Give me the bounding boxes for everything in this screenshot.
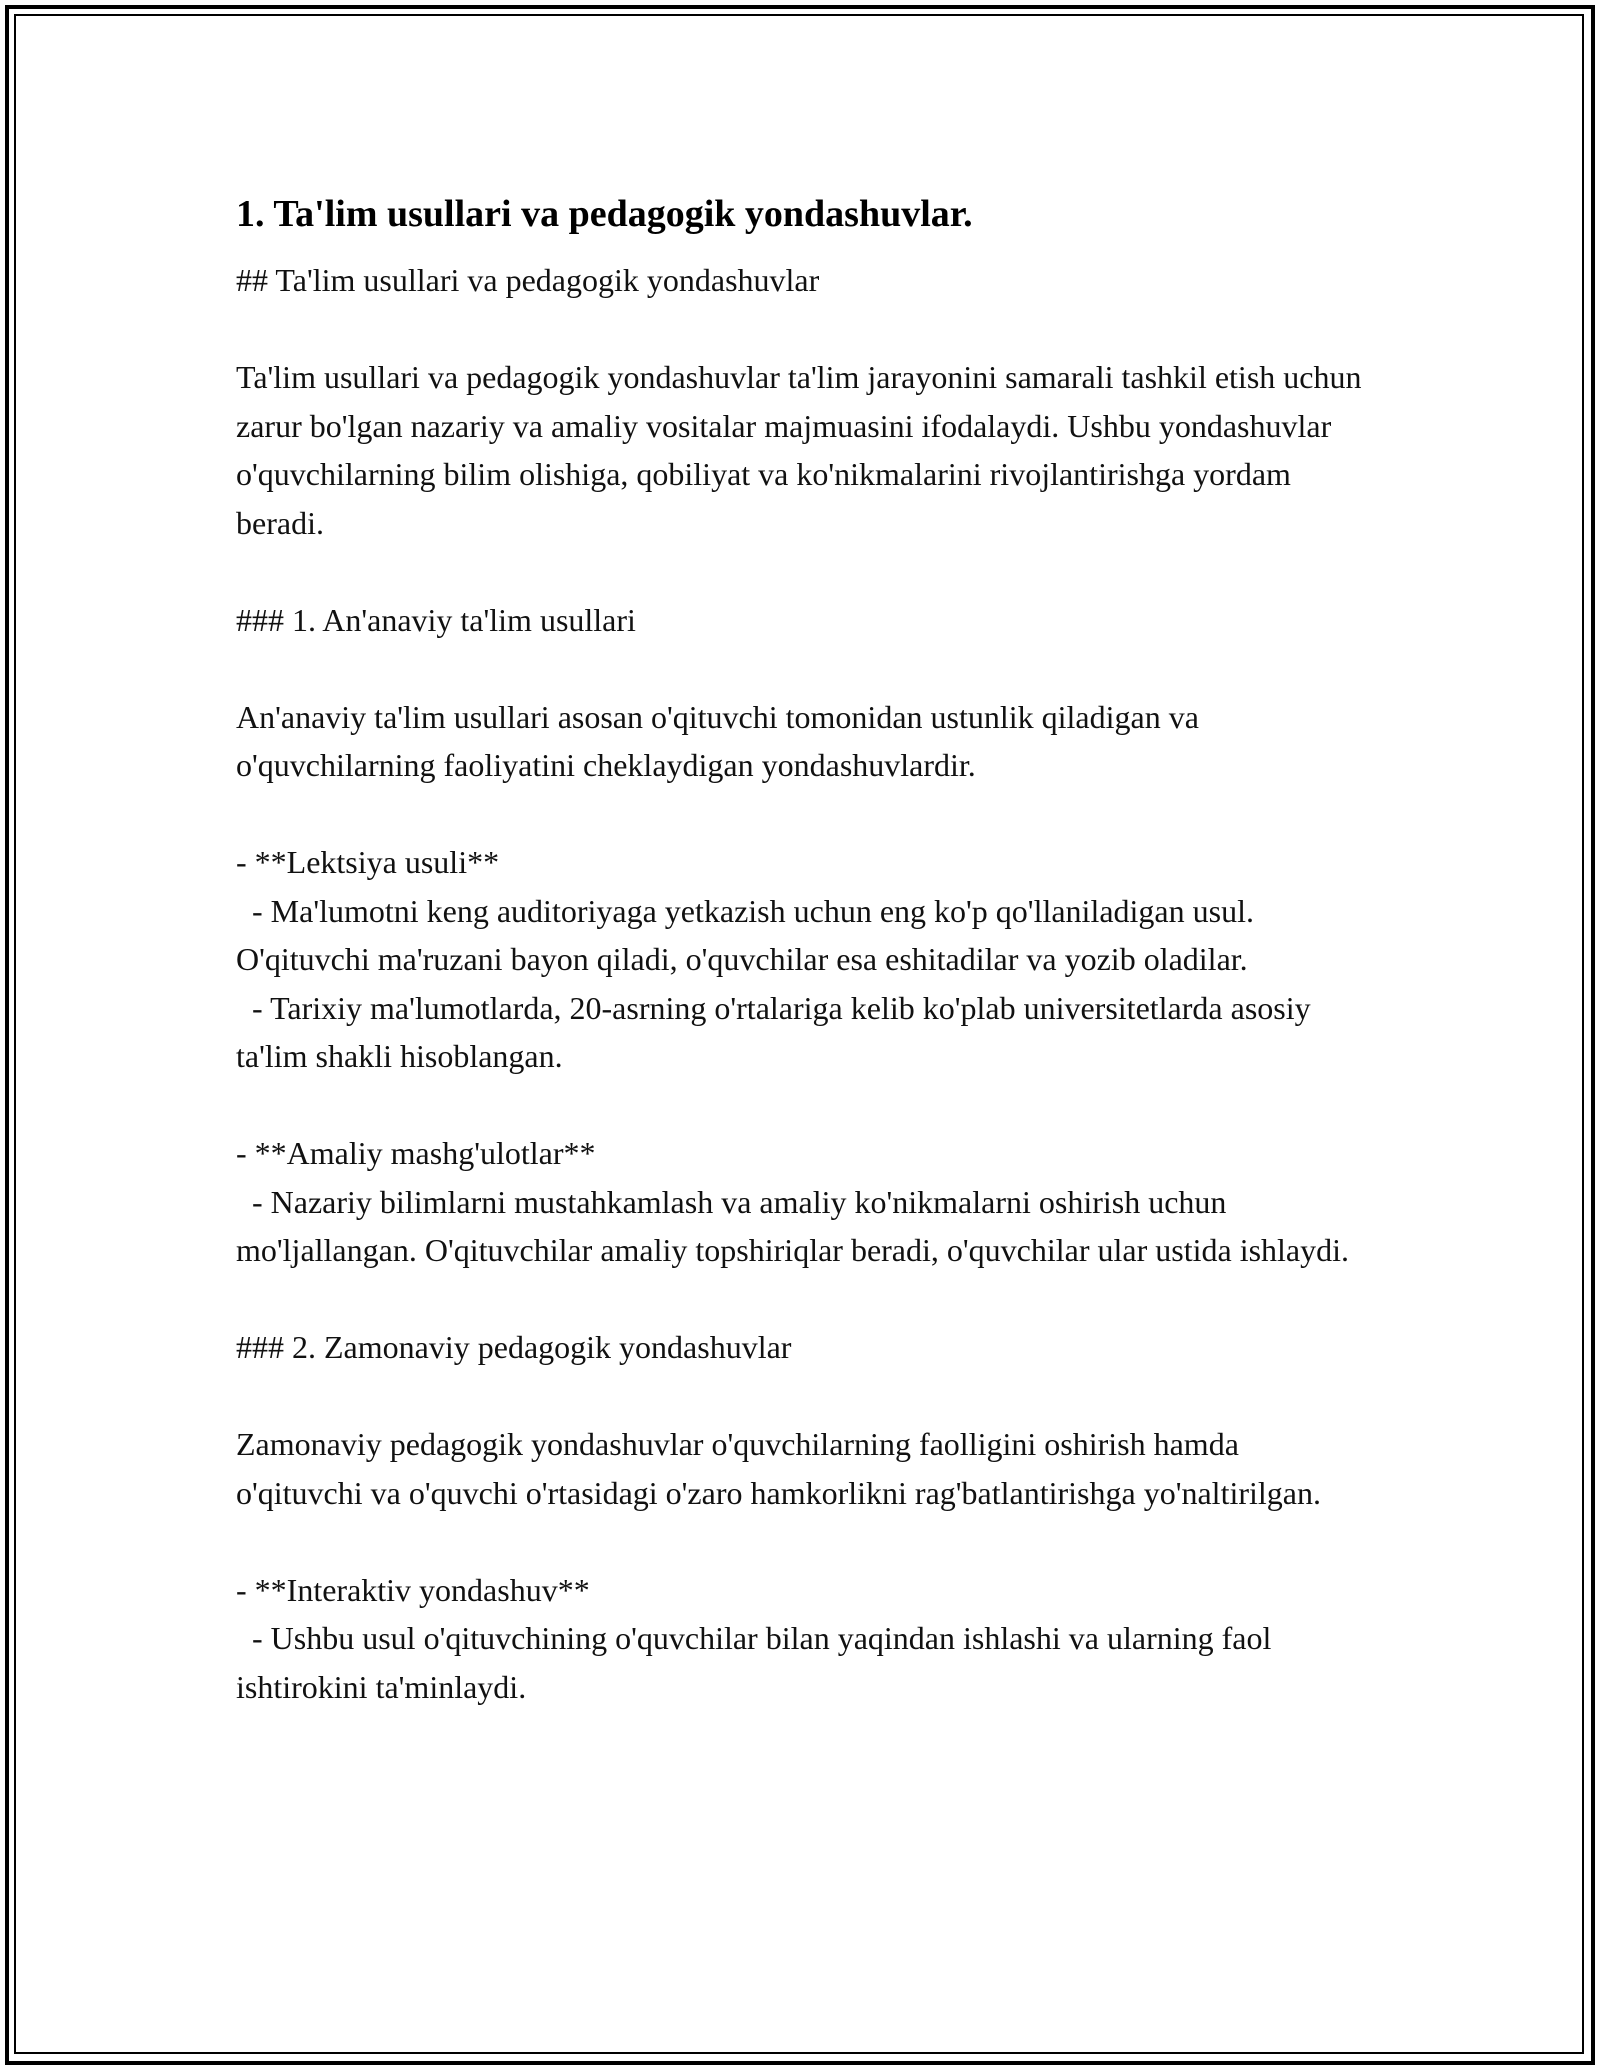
section1-paragraph: An'anaviy ta'lim usullari asosan o'qituvchi tomonidan ustunlik qiladigan va o'quvchilarning faoliyatini cheklaydigan yondashuvlardir. xyxy=(236,698,1207,783)
blank-line xyxy=(236,790,1372,839)
section2-heading: ### 2. Zamonaviy pedagogik yondashuvlar xyxy=(236,1329,792,1365)
section2-paragraph: Zamonaviy pedagogik yondashuvlar o'quvchilarning faolligini oshirish hamda o'qituvchi va o'quvchi o'rtasidagi o'zaro hamkorlikni rag'batlantirishga yo'naltirilgan. xyxy=(236,1426,1321,1511)
section1-item1-sub2: - Tarixiy ma'lumotlarda, 20-asrning o'rtalariga kelib ko'plab universitetlarda asosiy ta'lim shakli hisoblangan. xyxy=(236,989,1319,1074)
section1-item2-title: - **Amaliy mashg'ulotlar** xyxy=(236,1135,596,1171)
blank-line xyxy=(236,644,1372,693)
blank-line xyxy=(236,1275,1372,1324)
section2-item1-sub1: - Ushbu usul o'qituvchining o'quvchilar bilan yaqindan ishlashi va ularning faol ishtirokini ta'minlaydi. xyxy=(236,1620,1280,1705)
blank-line xyxy=(236,305,1372,354)
markdown-heading: ## Ta'lim usullari va pedagogik yondashuvlar xyxy=(236,262,820,298)
document-title: 1. Ta'lim usullari va pedagogik yondashuvlar. xyxy=(236,193,973,235)
section1-item1-title: - **Lektsiya usuli** xyxy=(236,844,500,880)
blank-line xyxy=(236,1372,1372,1421)
blank-line xyxy=(236,1081,1372,1130)
section2-item1-title: - **Interaktiv yondashuv** xyxy=(236,1571,590,1608)
section1-heading: ### 1. An'anaviy ta'lim usullari xyxy=(236,601,636,638)
section1-item2-sub1: - Nazariy bilimlarni mustahkamlash va amaliy ko'nikmalarni oshirish uchun mo'ljallangan. O'qituvchilar amaliy topshiriqlar beradi, o'quvchilar ular ustida ishlaydi. xyxy=(236,1183,1350,1268)
section1-item1-sub1: - Ma'lumotni keng auditoriyaga yetkazish uchun eng ko'p qo'llaniladigan usul. O'qituvchi ma'ruzani bayon qiladi, o'quvchilar esa eshitadilar va yozib oladilar. xyxy=(236,892,1262,977)
intro-paragraph: Ta'lim usullari va pedagogik yondashuvlar ta'lim jarayonini samarali tashkil etish uchun zarur bo'lgan nazariy va amaliy vositalar majmuasini ifodalaydi. Ushbu yondashuvlar o'quvchilarning bilim olishiga, qobiliyat va ko'nikmalarini rivojlantirishga yordam beradi. xyxy=(236,359,1370,541)
blank-line xyxy=(236,1517,1372,1566)
document-body xyxy=(236,186,1372,1711)
blank-line xyxy=(236,547,1372,596)
